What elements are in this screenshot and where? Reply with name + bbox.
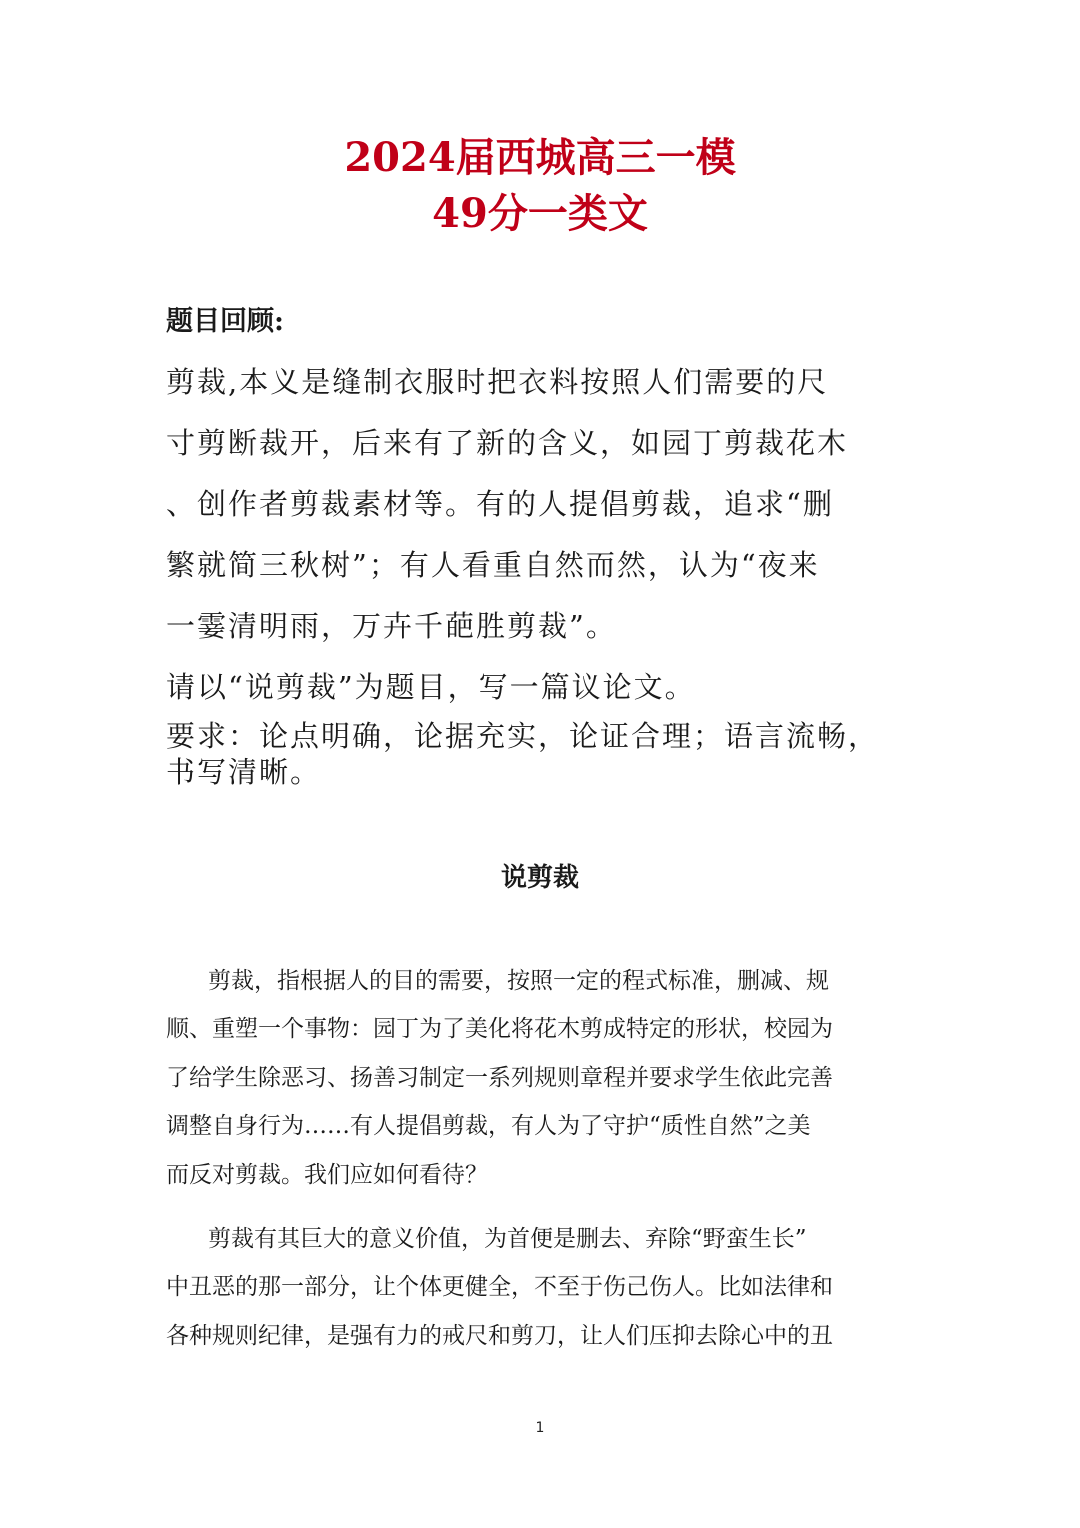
prompt-requirement-line: 书写清晰。 [166,755,322,789]
essay-paragraph [166,1215,906,1360]
page-title-line-2: 49分一类文 [432,190,648,237]
essay-line: 了给学生除恶习、扬善习制定一系列规则章程并要求学生依此完善 [166,1064,833,1091]
essay-line: 各种规则纪律，是强有力的戒尺和剪刀，让人们压抑去除心中的丑 [166,1322,833,1349]
essay-line: 而反对剪裁。我们应如何看待？ [166,1161,488,1188]
essay-line: 调整自身行为……有人提倡剪裁，有人为了守护“质性自然”之美 [166,1113,811,1140]
prompt-instruction: 请以“说剪裁”为题目，写一篇议论文。 [166,670,696,704]
prompt-requirement-line: 要求：论点明确，论据充实，论证合理；语言流畅， [166,719,880,753]
page-number: 1 [535,1420,545,1436]
essay-line: 剪裁有其巨大的意义价值，为首便是删去、弃除“野蛮生长” [208,1225,807,1252]
prompt-section [166,300,906,790]
prompt-line: 繁就简三秋树”；有人看重自然而然，认为“夜来 [166,548,820,582]
essay-line: 顺、重塑一个事物：园丁为了美化将花木剪成特定的形状，校园为 [166,1016,833,1043]
essay-title: 说剪裁 [500,863,579,893]
prompt-text [166,352,906,790]
page-title [0,130,1080,242]
prompt-line: 、创作者剪裁素材等。有的人提倡剪裁，追求“删 [166,487,834,521]
prompt-line: 一霎清明雨，万卉千葩胜剪裁”。 [166,609,617,643]
essay-line: 中丑恶的那一部分，让个体更健全，不至于伤己伤人。比如法律和 [166,1274,833,1301]
prompt-line: 剪裁,本义是缝制衣服时把衣料按照人们需要的尺 [166,365,829,399]
prompt-heading: 题目回顾: [166,306,284,337]
prompt-line: 寸剪断裁开，后来有了新的含义，如园丁剪裁花木 [166,426,849,460]
essay-line: 剪裁，指根据人的目的需要，按照一定的程式标准，删减、规 [208,968,829,994]
page-title-line-1: 2024届西城高三一模 [344,134,736,181]
essay-body [166,957,906,1360]
essay-paragraph [166,957,906,1199]
